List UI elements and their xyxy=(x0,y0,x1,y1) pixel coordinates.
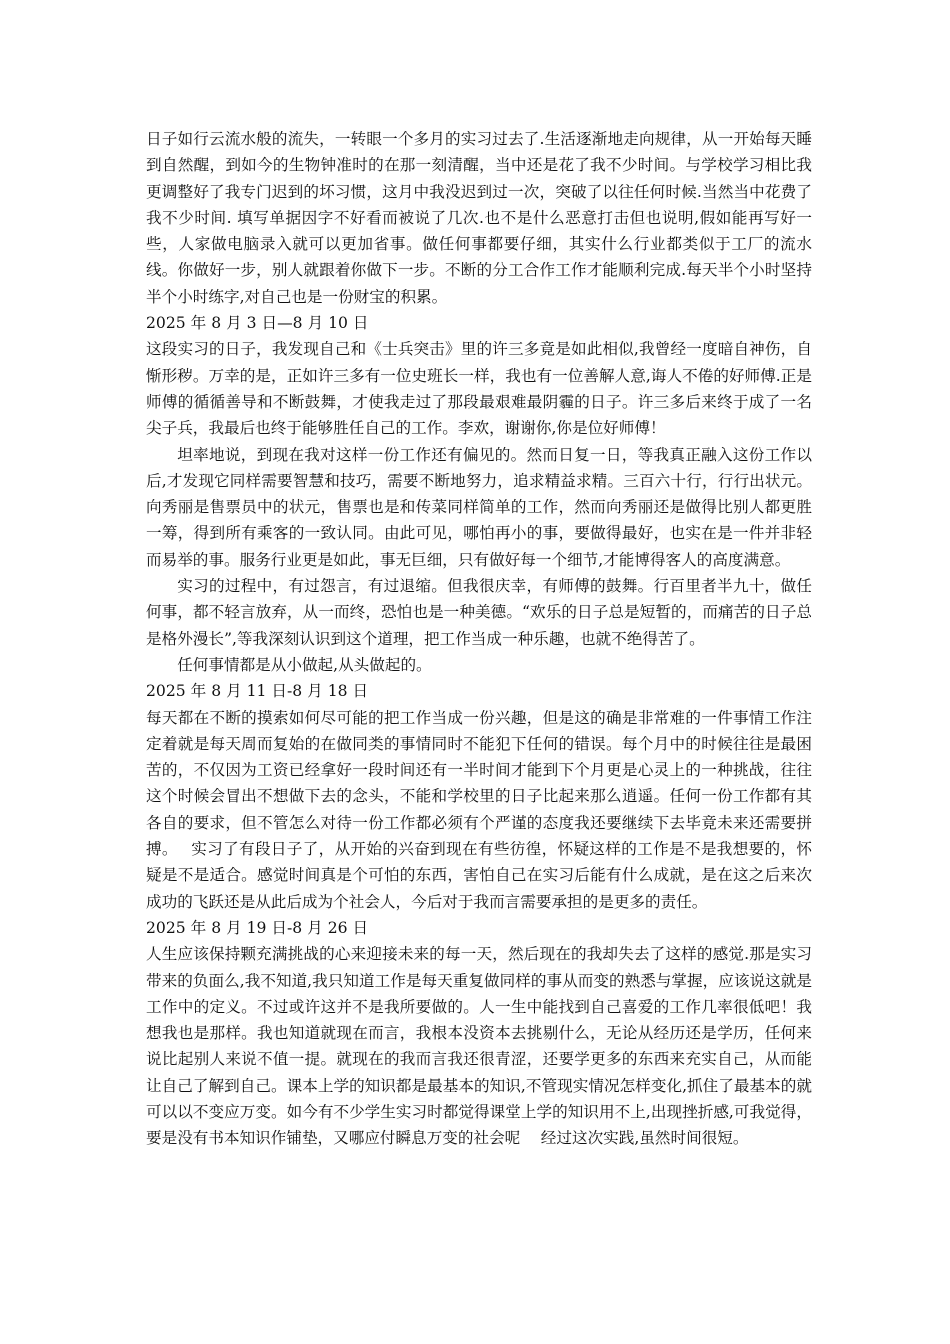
paragraph-start-small: 任何事情都是从小做起,从头做起的。 xyxy=(177,655,432,674)
date-heading-aug-11-18: 2025 年 8 月 11 日-8 月 18 日 xyxy=(146,682,369,701)
paragraph-frankly: 坦率地说，到现在我对这样一份工作还有偏见的。然而日复一日，等我真正融入这份工作以后,才发现它同样需要智慧和技巧，需要不断地努力，追求精益求精。三百六十行，行行出状元。向秀丽是售票员中的状元，售票也是和传菜同样简单的工作，然而向秀丽还是做得比别人都更胜一筹，得到所有乘客的一致认同。由此可见，哪怕再小的事，要做得最好，也实在是一件并非轻而易举的事。服务行业更是如此，事无巨细，只有做好每一个细节,才能博得客人的高度满意。 xyxy=(146,445,812,569)
date-heading-aug-3-10: 2025 年 8 月 3 日—8 月 10 日 xyxy=(146,314,369,333)
paragraph-mentor: 这段实习的日子，我发现自己和《士兵突击》里的许三多竟是如此相似,我曾经一度暗自神伤，自惭形秽。万幸的是，正如许三多有一位史班长一样，我也有一位善解人意,诲人不倦的好师傅.正是师傅的循循善导和不断鼓舞，才使我走过了那段最艰难最阴霾的日子。许三多后来终于成了一名尖子兵，我最后也终于能够胜任自己的工作。李欢，谢谢你,你是位好师傅！ xyxy=(146,340,812,438)
paragraph-intro: 日子如行云流水般的流失，一转眼一个多月的实习过去了.生活逐渐地走向规律，从一开始每天睡到自然醒，到如今的生物钟准时的在那一刻清醒，当中还是花了我不少时间。与学校学习相比我更调整好了我专门迟到的坏习惯，这月中我没迟到过一次，突破了以往任何时候.当然当中花费了我不少时间. 填写单据因字不好看而被说了几次.也不是什么恶意打击但也说明,假如能再写好一些，人家做电脑录入就可以更加省事。做任何事都要仔细，其实什么行业都类似于工厂的流水线。你做好一步，别人就跟着你做下一步。不断的分工合作工作才能顺利完成.每天半个小时坚持半个小时练字,对自己也是一份财宝的积累。 xyxy=(146,130,812,306)
paragraph-daily-exploration: 每天都在不断的摸索如何尽可能的把工作当成一份兴趣，但是这的确是非常难的一件事情工作注定着就是每天周而复始的在做同类的事情同时不能犯下任何的错误。每个月中的时候往往是最困苦的，不仅因为工资已经拿好一段时间还有一半时间才能到下个月更是心灵上的一种挑战，往往这个时候会冒出不想做下去的念头，不能和学校里的日子比起来那么逍遥。任何一份工作都有其各自的要求，但不管怎么对待一份工作都必须有个严谨的态度我还要继续下去毕竟未来还需要拼搏。 实习了有段日子了，从开始的兴奋到现在有些彷徨，怀疑这样的工作是不是我想要的，怀疑是不是适合。感觉时间真是个可怕的东西，害怕自己在实习后能有什么成就，是在这之后来次成功的飞跃还是从此后成为个社会人，今后对于我而言需要承担的是更多的责任。 xyxy=(146,708,812,911)
date-heading-aug-19-26: 2025 年 8 月 19 日-8 月 26 日 xyxy=(146,918,369,937)
paragraph-life-challenge: 人生应该保持颗充满挑战的心来迎接未来的每一天，然后现在的我却失去了这样的感觉.那是实习带来的负面么,我不知道,我只知道工作是每天重复做同样的事从而变的熟悉与掌握，应该说这就是工作中的定义。不过或许这并不是我所要做的。人一生中能找到自己喜爱的工作几率很低吧！我想我也是那样。我也知道就现在而言，我根本没资本去挑剔什么，无论从经历还是学历，任何来说比起别人来说不值一提。就现在的我而言我还很青涩，还要学更多的东西来充实自己，从而能让自己了解到自己。课本上学的知识都是最基本的知识,不管现实情况怎样变化,抓住了最基本的就可以以不变应万变。如今有不少学生实习时都觉得课堂上学的知识用不上,出现挫折感,可我觉得，要是没有书本知识作铺垫，又哪应付瞬息万变的社会呢 经过这次实践,虽然时间很短。 xyxy=(146,945,812,1148)
paragraph-internship-process: 实习的过程中，有过怨言，有过退缩。但我很庆幸，有师傅的鼓舞。行百里者半九十，做任何事，都不轻言放弃，从一而终，恐怕也是一种美德。“欢乐的日子总是短暂的，而痛苦的日子总是格外漫长”,等我深刻认识到这个道理，把工作当成一种乐趣，也就不绝得苦了。 xyxy=(146,577,812,648)
document-body xyxy=(146,126,812,1152)
